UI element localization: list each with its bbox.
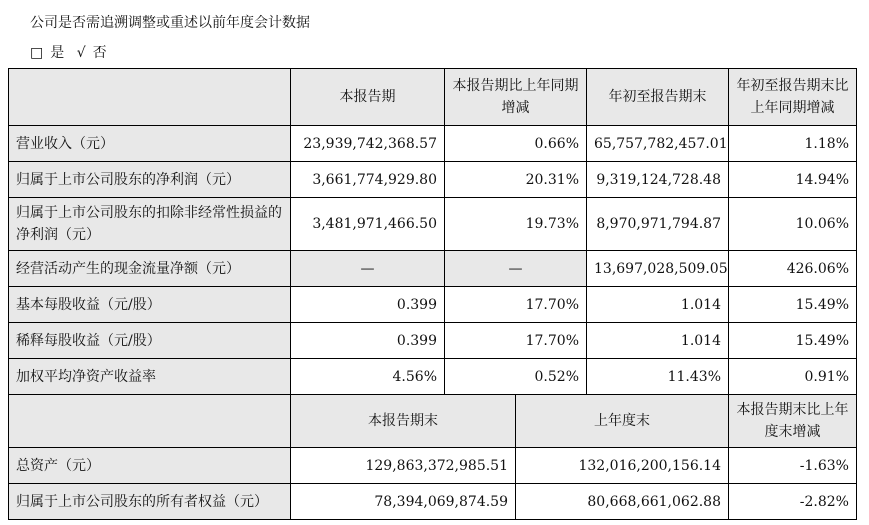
header-period-end-change: 本报告期末比上年度末增减 <box>729 395 857 448</box>
row-label: 总资产（元） <box>9 448 291 484</box>
cell-value: 20.31% <box>445 162 587 198</box>
table-row <box>9 323 857 359</box>
cell-value: 17.70% <box>445 287 587 323</box>
row-label: 基本每股收益（元/股） <box>9 287 291 323</box>
cell-value: 129,863,372,985.51 <box>291 448 516 484</box>
header-prior-year-end: 上年度末 <box>516 395 729 448</box>
cell-value: 10.06% <box>729 198 857 251</box>
cell-value: 80,668,661,062.88 <box>516 484 729 520</box>
table2-header-row <box>9 395 857 448</box>
cell-value: 0.91% <box>729 359 857 395</box>
cell-value: 8,970,971,794.87 <box>587 198 729 251</box>
row-label: 稀释每股收益（元/股） <box>9 323 291 359</box>
restatement-choice <box>30 42 114 62</box>
cell-value: 9,319,124,728.48 <box>587 162 729 198</box>
table-row <box>9 484 857 520</box>
cell-value: 4.56% <box>291 359 445 395</box>
cell-value: 17.70% <box>445 323 587 359</box>
cell-value: 78,394,069,874.59 <box>291 484 516 520</box>
option-yes-label: 是 <box>50 45 66 61</box>
table-row <box>9 287 857 323</box>
table-row <box>9 448 857 484</box>
cell-value: -2.82% <box>729 484 857 520</box>
financial-data-table <box>8 68 857 520</box>
header-current-period: 本报告期 <box>291 69 445 126</box>
option-no-label: 否 <box>92 45 108 61</box>
table-row <box>9 198 857 251</box>
cell-value: -1.63% <box>729 448 857 484</box>
cell-value: 19.73% <box>445 198 587 251</box>
cell-value: 0.66% <box>445 126 587 162</box>
table-row <box>9 251 857 287</box>
table1-header-blank <box>9 69 291 126</box>
table1-header-row <box>9 69 857 126</box>
cell-value: 15.49% <box>729 323 857 359</box>
cell-value: 13,697,028,509.05 <box>587 251 729 287</box>
table2-header-blank <box>9 395 291 448</box>
cell-value-na: — <box>291 251 445 287</box>
cell-value: 65,757,782,457.01 <box>587 126 729 162</box>
cell-value: 1.18% <box>729 126 857 162</box>
checkbox-empty-icon: □ <box>30 45 45 61</box>
table-row <box>9 126 857 162</box>
cell-value: 0.399 <box>291 287 445 323</box>
cell-value-na: — <box>445 251 587 287</box>
table-row <box>9 359 857 395</box>
cell-value: 15.49% <box>729 287 857 323</box>
cell-value: 14.94% <box>729 162 857 198</box>
cell-value: 11.43% <box>587 359 729 395</box>
header-current-period-yoy: 本报告期比上年同期增减 <box>445 69 587 126</box>
cell-value: 0.52% <box>445 359 587 395</box>
restatement-question: 公司是否需追溯调整或重述以前年度会计数据 <box>30 15 310 31</box>
header-ytd-yoy: 年初至报告期末比上年同期增减 <box>729 69 857 126</box>
cell-value: 3,661,774,929.80 <box>291 162 445 198</box>
row-label: 经营活动产生的现金流量净额（元） <box>9 251 291 287</box>
cell-value: 0.399 <box>291 323 445 359</box>
row-label: 归属于上市公司股东的扣除非经常性损益的净利润（元） <box>9 198 291 251</box>
table-row <box>9 162 857 198</box>
row-label: 加权平均净资产收益率 <box>9 359 291 395</box>
cell-value: 23,939,742,368.57 <box>291 126 445 162</box>
row-label: 归属于上市公司股东的所有者权益（元） <box>9 484 291 520</box>
cell-value: 1.014 <box>587 287 729 323</box>
header-period-end: 本报告期末 <box>291 395 516 448</box>
cell-value: 3,481,971,466.50 <box>291 198 445 251</box>
row-label: 归属于上市公司股东的净利润（元） <box>9 162 291 198</box>
cell-value: 132,016,200,156.14 <box>516 448 729 484</box>
checkmark-icon: √ <box>76 45 87 61</box>
row-label: 营业收入（元） <box>9 126 291 162</box>
header-ytd: 年初至报告期末 <box>587 69 729 126</box>
cell-value: 426.06% <box>729 251 857 287</box>
cell-value: 1.014 <box>587 323 729 359</box>
